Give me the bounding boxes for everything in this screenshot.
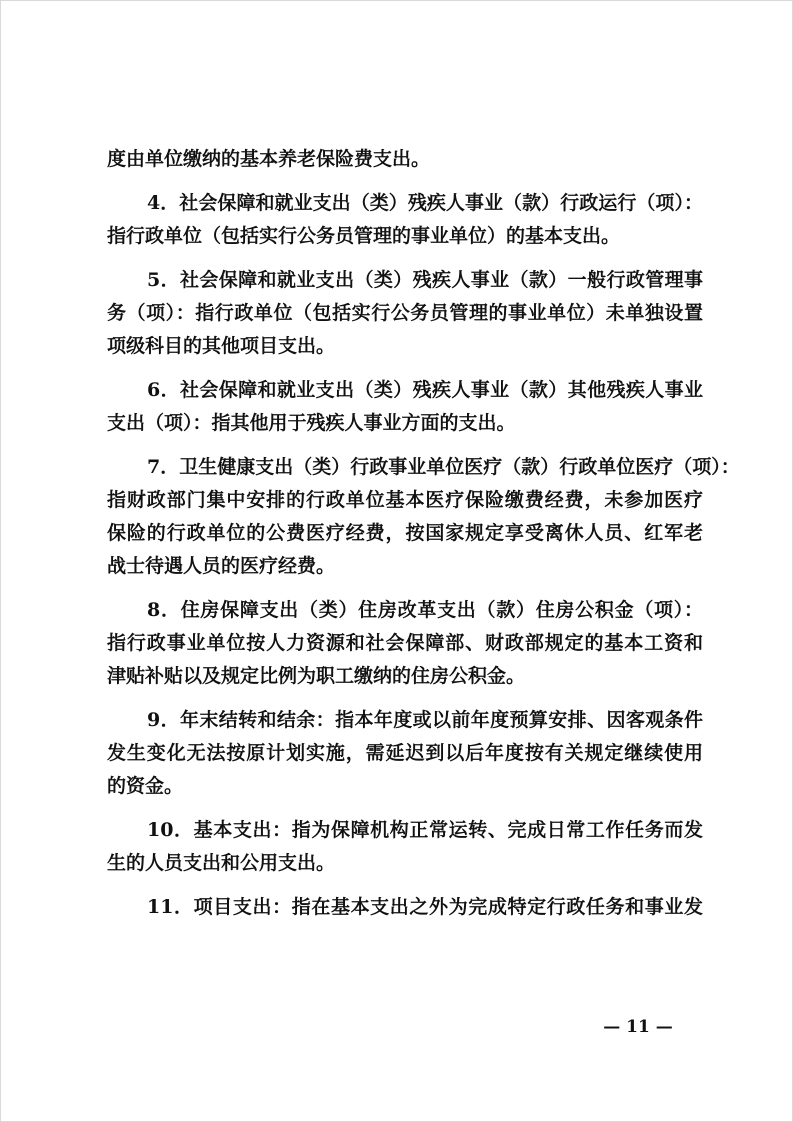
paragraph-gap: [107, 253, 703, 264]
document-body: [107, 143, 740, 924]
text-line: 8．住房保障支出（类）住房改革支出（款）住房公积金（项）：: [147, 599, 703, 621]
paragraph-gap: [107, 176, 703, 187]
paragraph-p-item-4: [107, 187, 703, 253]
text-line: 的资金。: [107, 775, 184, 797]
paragraph-p-item-6: [107, 374, 703, 440]
text-line: 6．社会保障和就业支出（类）残疾人事业（款）其他残疾人事业: [147, 379, 703, 401]
text-line: 生的人员支出和公用支出。: [107, 852, 336, 874]
paragraph-gap: [107, 693, 703, 704]
text-line: 津贴补贴以及规定比例为职工缴纳的住房公积金。: [107, 665, 526, 687]
paragraph-p-continuation: [107, 143, 703, 176]
paragraph-p-item-7: [107, 451, 740, 583]
paragraph-gap: [107, 583, 703, 594]
text-line: 10．基本支出：指为保障机构正常运转、完成日常工作任务而发: [147, 819, 703, 841]
text-line: 11．项目支出：指在基本支出之外为完成特定行政任务和事业发: [147, 896, 703, 918]
text-line: 项级科目的其他项目支出。: [107, 335, 336, 357]
text-line: 5．社会保障和就业支出（类）残疾人事业（款）一般行政管理事: [147, 269, 703, 291]
paragraph-p-item-5: [107, 264, 703, 363]
text-line: 支出（项）：指其他用于残疾人事业方面的支出。: [107, 412, 516, 434]
paragraph-gap: [107, 440, 703, 451]
paragraph-p-item-11: [107, 891, 703, 924]
paragraph-p-item-10: [107, 814, 703, 880]
text-line: 度由单位缴纳的基本养老保险费支出。: [107, 148, 431, 170]
text-line: 4．社会保障和就业支出（类）残疾人事业（款）行政运行（项）：: [147, 192, 703, 214]
text-line: 指行政事业单位按人力资源和社会保障部、财政部规定的基本工资和: [107, 632, 703, 654]
paragraph-gap: [107, 363, 703, 374]
text-line: 指行政单位（包括实行公务员管理的事业单位）的基本支出。: [107, 225, 621, 247]
paragraph-p-item-8: [107, 594, 703, 693]
text-line: 发生变化无法按原计划实施，需延迟到以后年度按有关规定继续使用: [107, 742, 703, 764]
paragraph-gap: [107, 803, 703, 814]
text-line: 战士待遇人员的医疗经费。: [107, 555, 336, 577]
text-line: 指财政部门集中安排的行政单位基本医疗保险缴费经费，未参加医疗: [107, 489, 703, 511]
text-line: 9．年末结转和结余：指本年度或以前年度预算安排、因客观条件: [147, 709, 703, 731]
paragraph-p-item-9: [107, 704, 703, 803]
text-line: 保险的行政单位的公费医疗经费，按国家规定享受离休人员、红军老: [107, 522, 703, 544]
text-line: 务（项）：指行政单位（包括实行公务员管理的事业单位）未单独设置: [107, 302, 703, 324]
paragraph-gap: [107, 880, 703, 891]
page-number: — 11 —: [603, 1017, 673, 1037]
text-line: 7．卫生健康支出（类）行政事业单位医疗（款）行政单位医疗（项）：: [147, 456, 740, 478]
